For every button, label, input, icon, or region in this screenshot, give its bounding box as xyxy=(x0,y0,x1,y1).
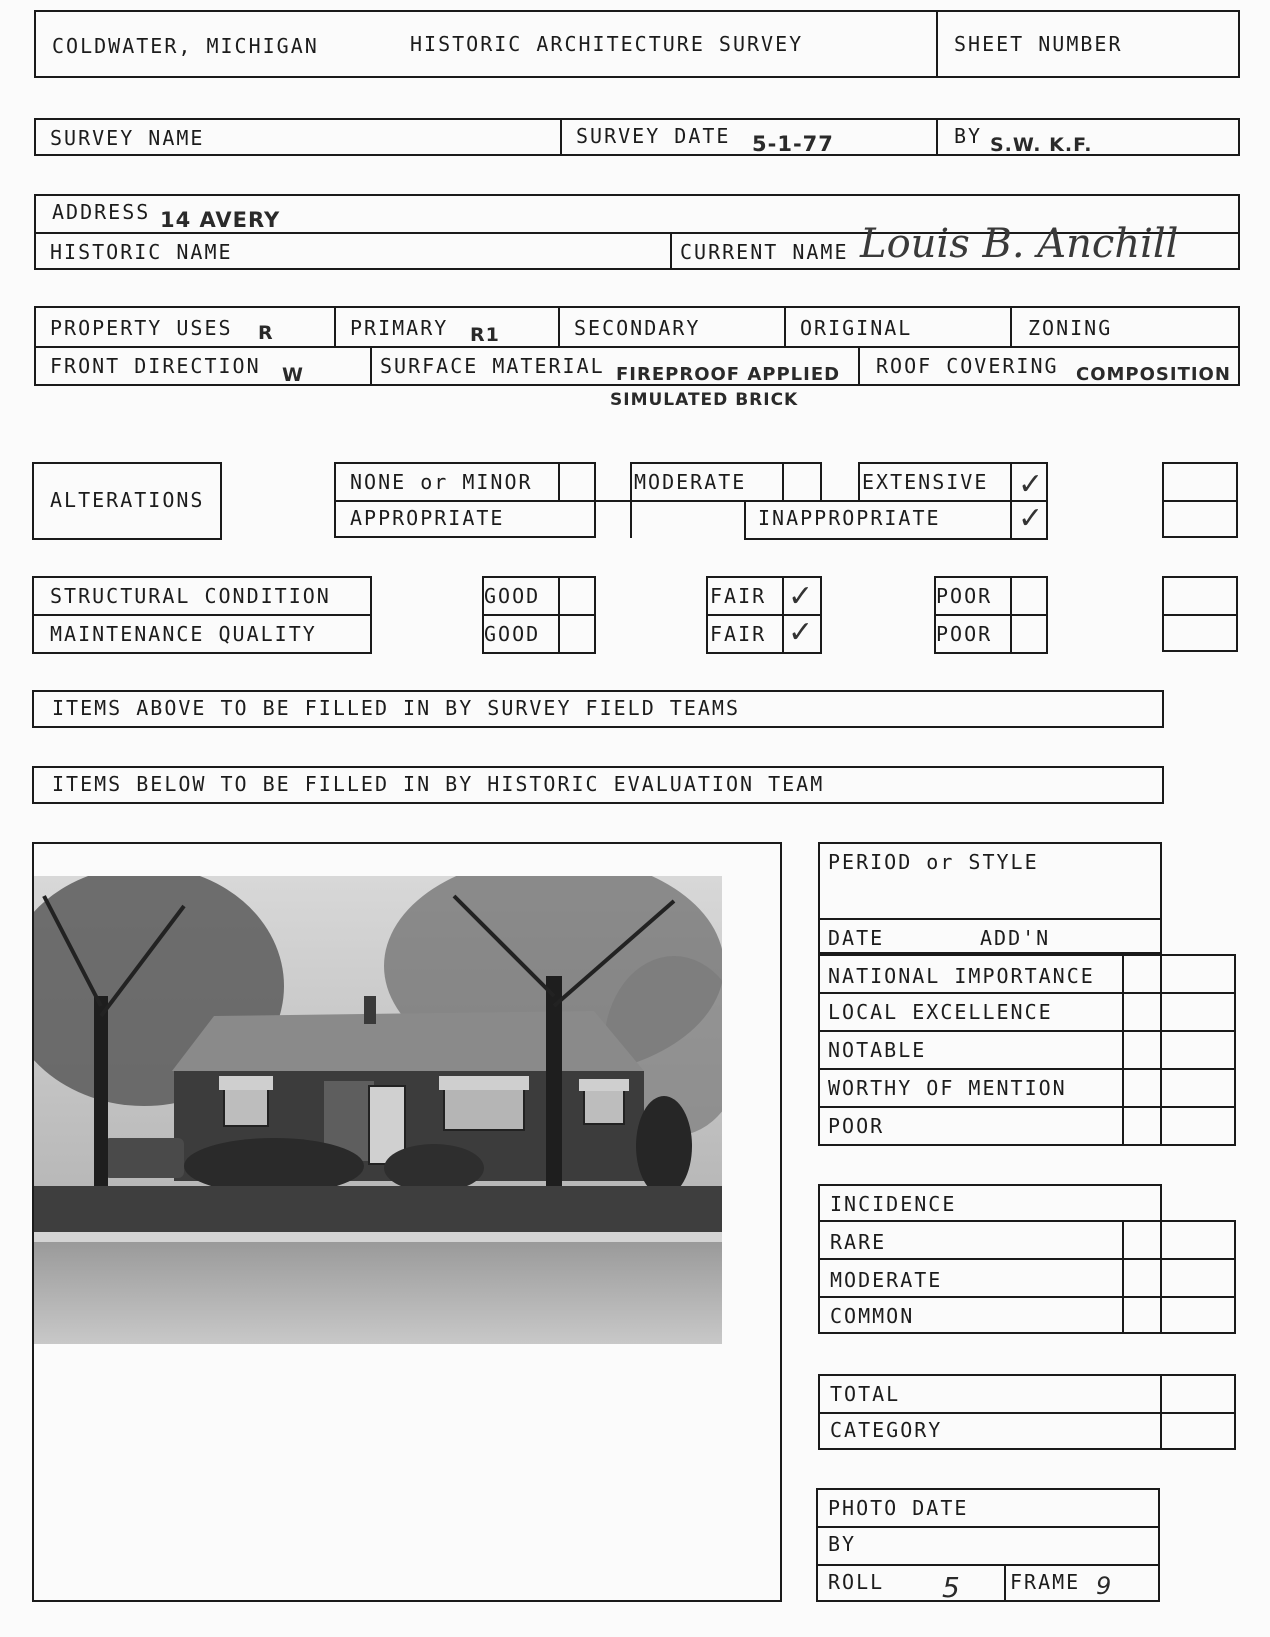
addn-label: ADD'N xyxy=(980,926,1051,950)
surface-material-value-2: SIMULATED BRICK xyxy=(610,390,799,410)
survey-date-label: SURVEY DATE xyxy=(576,124,731,148)
note-below-text: ITEMS BELOW TO BE FILLED IN BY HISTORIC EVALUATION TEAM xyxy=(52,772,825,796)
surface-material-value-1: FIREPROOF APPLIED xyxy=(616,364,841,385)
maintenance-good-label: GOOD xyxy=(484,622,541,646)
note-above-text: ITEMS ABOVE TO BE FILLED IN BY SURVEY FIELD TEAMS xyxy=(52,696,741,720)
survey-name-label: SURVEY NAME xyxy=(50,126,205,150)
incidence-label: INCIDENCE xyxy=(830,1192,957,1216)
sheet-number-label: SHEET NUMBER xyxy=(954,32,1123,56)
importance-div-2 xyxy=(1160,954,1162,1146)
national-importance-label: NATIONAL IMPORTANCE xyxy=(828,964,1095,988)
property-div-2 xyxy=(558,306,560,346)
primary-value: R1 xyxy=(470,324,500,346)
condition-good-mid xyxy=(482,614,596,616)
photo-info-row-1 xyxy=(816,1526,1160,1528)
incidence-row-1 xyxy=(818,1220,1236,1222)
incidence-score-div xyxy=(1160,1220,1162,1334)
structural-poor-label: POOR xyxy=(936,584,993,608)
photo-info-row-2 xyxy=(816,1564,1160,1566)
roof-covering-label: ROOF COVERING xyxy=(876,354,1059,378)
note-below-right xyxy=(1162,766,1164,804)
house-photo xyxy=(34,876,722,1344)
note-below-left xyxy=(32,766,34,804)
alterations-none-mid xyxy=(334,500,630,502)
extensive-check-mark: ✓ xyxy=(1018,467,1044,502)
period-style-label: PERIOD or STYLE xyxy=(828,850,1039,874)
alterations-appr-right xyxy=(630,500,632,538)
moderate-incidence-label: MODERATE xyxy=(830,1268,943,1292)
city-label: COLDWATER, MICHIGAN xyxy=(52,34,319,58)
property-mid-line xyxy=(34,346,1240,348)
maintenance-quality-label: MAINTENANCE QUALITY xyxy=(50,622,317,646)
header-divider xyxy=(936,10,938,78)
incidence-row-3 xyxy=(818,1296,1236,1298)
structural-good-label: GOOD xyxy=(484,584,541,608)
condition-poor-checkdiv xyxy=(1010,576,1012,654)
none-minor-label: NONE or MINOR xyxy=(350,470,533,494)
maintenance-fair-check-mark: ✓ xyxy=(788,615,814,650)
property-div-1 xyxy=(334,306,336,346)
local-excellence-label: LOCAL EXCELLENCE xyxy=(828,1000,1053,1024)
incidence-score-box xyxy=(1122,1220,1236,1334)
importance-row-1 xyxy=(818,992,1236,994)
note-below-top xyxy=(32,766,1164,768)
incidence-row-2 xyxy=(818,1258,1236,1260)
survey-right-edge xyxy=(1238,118,1240,156)
roll-label: ROLL xyxy=(828,1570,885,1594)
current-name-label: CURRENT NAME xyxy=(680,240,849,264)
survey-date-value: 5-1-77 xyxy=(752,132,834,156)
original-label: ORIGINAL xyxy=(800,316,913,340)
importance-row-4 xyxy=(818,1106,1236,1108)
roll-value: 5 xyxy=(942,1571,961,1604)
roof-covering-value: COMPOSITION xyxy=(1076,364,1231,385)
property-div-5 xyxy=(370,346,372,386)
zoning-label: ZONING xyxy=(1028,316,1113,340)
alterations-moderate-checkdiv xyxy=(782,462,784,502)
extensive-label: EXTENSIVE xyxy=(862,470,989,494)
structural-fair-check-mark: ✓ xyxy=(788,579,814,614)
condition-poor-mid xyxy=(934,614,1048,616)
photo-by-label: BY xyxy=(828,1532,857,1556)
survey-div-1 xyxy=(560,118,562,156)
condition-fair-checkdiv xyxy=(782,576,784,654)
importance-row-2 xyxy=(818,1030,1236,1032)
moderate-label: MODERATE xyxy=(634,470,747,494)
appropriate-label: APPROPRIATE xyxy=(350,506,505,530)
front-direction-label: FRONT DIRECTION xyxy=(50,354,261,378)
worthy-of-mention-label: WORTHY OF MENTION xyxy=(828,1076,1067,1100)
maintenance-fair-label: FAIR xyxy=(710,622,767,646)
note-below-bottom xyxy=(32,802,1164,804)
alterations-label: ALTERATIONS xyxy=(50,488,205,512)
alterations-inappr-checkdiv xyxy=(1010,500,1012,540)
property-div-3 xyxy=(784,306,786,346)
address-divider xyxy=(670,232,672,270)
condition-label-mid xyxy=(32,614,372,616)
poor-label: POOR xyxy=(828,1114,885,1138)
surface-material-label: SURFACE MATERIAL xyxy=(380,354,605,378)
structural-fair-label: FAIR xyxy=(710,584,767,608)
property-div-4 xyxy=(1010,306,1012,346)
notable-label: NOTABLE xyxy=(828,1038,927,1062)
property-div-6 xyxy=(858,346,860,386)
alterations-none-checkdiv xyxy=(558,462,560,500)
photo-info-div xyxy=(1004,1564,1006,1602)
inappropriate-check-mark: ✓ xyxy=(1018,501,1044,536)
secondary-label: SECONDARY xyxy=(574,316,701,340)
survey-left-edge xyxy=(34,118,36,156)
alterations-score-mid xyxy=(1162,500,1238,502)
inappropriate-label: INAPPROPRIATE xyxy=(758,506,941,530)
totals-div xyxy=(1160,1374,1162,1450)
survey-by-value: S.W. K.F. xyxy=(990,134,1093,156)
condition-good-checkdiv xyxy=(558,576,560,654)
condition-score-mid xyxy=(1162,614,1238,616)
survey-top-line xyxy=(34,118,1240,120)
address-label: ADDRESS xyxy=(52,200,151,224)
frame-label: FRAME xyxy=(1010,1570,1081,1594)
maintenance-poor-label: POOR xyxy=(936,622,993,646)
importance-row-3 xyxy=(818,1068,1236,1070)
current-name-value: Louis B. Anchill xyxy=(860,221,1179,267)
frame-value: 9 xyxy=(1096,1572,1113,1600)
front-direction-value: W xyxy=(282,364,304,386)
period-style-div xyxy=(818,918,1162,920)
historic-name-label: HISTORIC NAME xyxy=(50,240,233,264)
address-value: 14 AVERY xyxy=(160,208,281,232)
survey-by-label: BY xyxy=(954,124,983,148)
primary-label: PRIMARY xyxy=(350,316,449,340)
property-uses-value: R xyxy=(258,322,274,344)
category-label: CATEGORY xyxy=(830,1418,943,1442)
structural-condition-label: STRUCTURAL CONDITION xyxy=(50,584,331,608)
survey-div-2 xyxy=(936,118,938,156)
date-label: DATE xyxy=(828,926,885,950)
property-uses-label: PROPERTY USES xyxy=(50,316,233,340)
total-label: TOTAL xyxy=(830,1382,901,1406)
photo-date-label: PHOTO DATE xyxy=(828,1496,969,1520)
common-label: COMMON xyxy=(830,1304,915,1328)
rare-label: RARE xyxy=(830,1230,887,1254)
form-title: HISTORIC ARCHITECTURE SURVEY xyxy=(410,32,804,56)
totals-mid xyxy=(818,1412,1236,1414)
importance-div-1 xyxy=(1122,954,1124,1146)
